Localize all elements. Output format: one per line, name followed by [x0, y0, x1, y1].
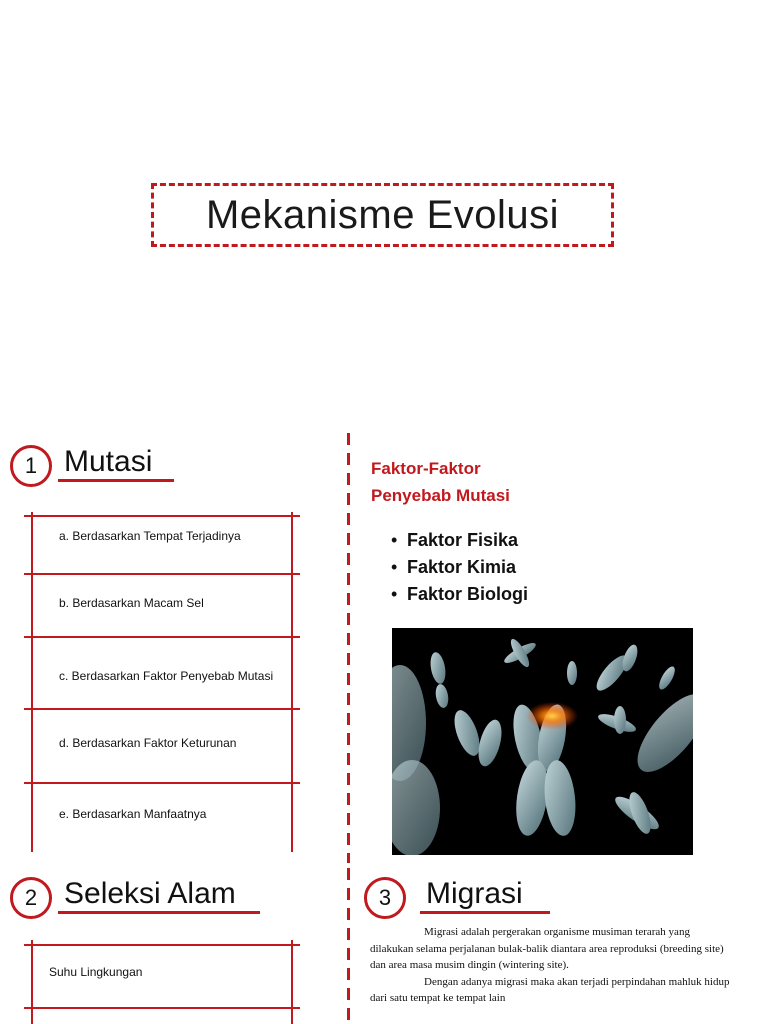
list-item: Suhu Lingkungan	[49, 965, 143, 979]
heading-underline	[420, 911, 550, 914]
section-heading-migrasi: Migrasi	[426, 877, 523, 910]
chromosome-image	[392, 628, 693, 855]
list-item: c. Berdasarkan Faktor Penyebab Mutasi	[59, 669, 274, 683]
page-title: Mekanisme Evolusi	[205, 192, 560, 237]
list-item: a. Berdasarkan Tempat Terjadinya	[59, 529, 241, 543]
list-item: • Faktor Fisika	[391, 527, 528, 554]
column-divider	[347, 868, 350, 1024]
heading-underline	[58, 911, 260, 914]
migrasi-paragraph: Migrasi adalah pergerakan organisme musiman terarah yang dilakukan selama perjalanan bulak-balik diantara area reproduksi (breeding site) dan area masa musim dingin (wintering site). Dengan adanya migrasi maka akan terjadi perpindahan mahluk hidup dari satu tempat ke tempat lain	[370, 926, 730, 1004]
factors-list	[391, 527, 528, 608]
title-box	[151, 183, 614, 247]
section-number-1: 1	[10, 445, 52, 487]
mutasi-table	[24, 512, 300, 852]
factors-title: Faktor-Faktor Penyebab Mutasi	[371, 459, 510, 505]
mutation-glow	[526, 702, 578, 730]
seleksi-table	[24, 940, 300, 1024]
section-heading-mutasi: Mutasi	[64, 445, 153, 478]
section-number-3: 3	[364, 877, 406, 919]
section-heading-seleksi-alam: Seleksi Alam	[64, 877, 236, 910]
heading-underline	[58, 479, 174, 482]
chromosome-illustration	[392, 628, 693, 855]
list-item: e. Berdasarkan Manfaatnya	[59, 807, 207, 821]
list-item: b. Berdasarkan Macam Sel	[59, 596, 204, 610]
list-item: • Faktor Kimia	[391, 554, 528, 581]
list-item: • Faktor Biologi	[391, 581, 528, 608]
section-number-2: 2	[10, 877, 52, 919]
list-item: d. Berdasarkan Faktor Keturunan	[59, 736, 237, 750]
column-divider	[347, 433, 350, 863]
